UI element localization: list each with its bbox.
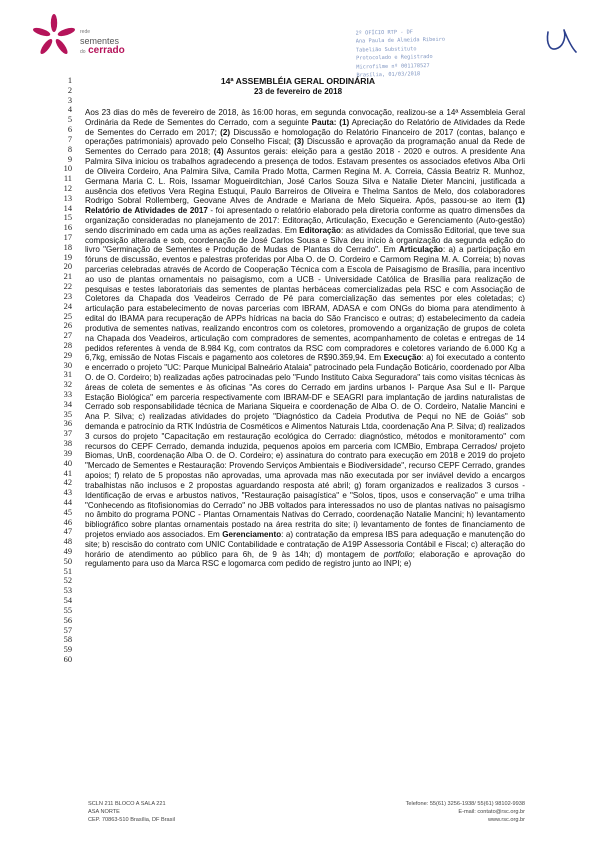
line-number: 31 bbox=[63, 370, 72, 380]
stamp-line: Tabelião Substituto bbox=[355, 46, 417, 54]
body-text: - foi apresentado o relatório elaborado pela diretoria conforme as quatro dimensões da organização consideradas no planejamento de 2017: Editoração, Articulação, Execução e Gerenciamento (Auto-gestão) sendo discriminado em cada uma as ações realizadas. Em bbox=[85, 206, 525, 235]
agenda-item: Assuntos gerais: eleição para a gestão 2018 - 2020 e outros. A presidente Ana Palmira Silva iniciou os trabalhos agradecendo a presença de todos. Estavam presentes os associados efetivos Alba Orli de Oliveira Cordeiro, Ana Palmira Silva, Camila Prado Motta, Carmen Regina M. A. Correia, Cássia Beatriz R. Munhoz, Germana Maria C. L. Rois, Issamar Mogueirditchian, José Carlos Souza Silva e Natalie Dieter Mancini, justificada a ausência dos efetivos Vera Regina Estuqui, Paulo Barreiros de Oliveira e Thelma Santos de Melo, dos colaboradores Rodrigo Sobral Rollemberg, Geovane Alves de Andrade e Mariana de Melo Siqueira. Após, passou-se ao item bbox=[85, 147, 525, 206]
email-link[interactable]: E-mail: contato@rsc.org.br bbox=[458, 809, 525, 815]
line-number: 24 bbox=[63, 301, 72, 311]
address-line: SCLN 211 BLOCO A SALA 221 bbox=[88, 801, 166, 807]
stamp-line: Ana Paula de Almeida Ribeiro bbox=[355, 37, 446, 45]
line-number: 45 bbox=[63, 507, 72, 517]
line-number: 20 bbox=[63, 262, 72, 272]
line-number: 18 bbox=[63, 242, 72, 252]
website-link[interactable]: www.rsc.org.br bbox=[488, 817, 525, 823]
line-number: 27 bbox=[63, 331, 72, 341]
line-number: 1 bbox=[67, 76, 72, 85]
line-number: 44 bbox=[63, 497, 72, 507]
body-text: : as atividades da Comissão Editorial, que teve sua composição alterada e sob, coordenação de José Carlos Sousa e Silva deu início à organização da segunda edição do livro "Germinação de Sementes e Produção de Mudas de Plantas do Cerrado". Em bbox=[85, 225, 525, 255]
logo-line1: sementes bbox=[80, 36, 120, 46]
line-number: 10 bbox=[63, 164, 72, 174]
line-number: 17 bbox=[63, 233, 72, 242]
line-number: 35 bbox=[63, 409, 72, 419]
line-number: 26 bbox=[63, 321, 72, 331]
line-number: 48 bbox=[63, 537, 72, 547]
item-label: (1) bbox=[339, 117, 350, 127]
line-number: 53 bbox=[63, 586, 72, 596]
stamp-line: Brasília, 01/03/2018 bbox=[356, 71, 421, 79]
line-number: 40 bbox=[63, 458, 72, 468]
body-text: : a) a participação em fóruns de discussão, eventos e palestras proferidas por Alba O. de O. Cordeiro e Carmom Regina M. A. Correia; b) novas parcerias celebradas através de Acordo de Cooperação Técnica com a Escola de Paisagismo de Brasília, para incentivo ao uso de plantas ornamentais no paisagismo, com a UCB - Universidade Católica de Brasília para realização de pesquisas e testes laboratoriais das sementes de plantas herbáceas comercializadas pela RSC e com Associação de Coletores da Chapada dos Veadeiros Cerrado de Pé para comercialização das sementes por eles coletadas; c) articulação para estabelecimento de novas parcerias com IBRAM, ADASA e com ONGs do bioma para atendimento à edital do IBAMA para recuperação de APPs hídricas na bacia do São Francisco e outras; d) estabelecimento da cadeia produtiva de sementes nativas, realizando encontros com os coletores, promovendo a organização de grupos de coleta na Chapada dos Veadeiros, articulação com compradores de sementes, acompanhamento de coletas e entregas de 14 pedidos referentes à venda de 8.984 Kg, com contratos da RSC com compradores e coletores variando de 6.000 Kg a 6,7kg, emissão de Notas Fiscais e pagamento aos coletores de R$90.359,94. Em bbox=[85, 245, 525, 363]
line-number: 5 bbox=[67, 115, 72, 125]
line-number: 25 bbox=[63, 311, 72, 321]
stamp-line: Microfilme nº 001178527 bbox=[356, 62, 430, 71]
minutes-paragraph bbox=[85, 108, 525, 569]
line-number: 43 bbox=[63, 488, 72, 498]
line-number: 60 bbox=[63, 654, 72, 664]
line-number: 28 bbox=[63, 340, 72, 350]
agenda-item: Discussão e homologação do Relatório Financeiro de 2017 (contas, balanço e operações patrimoniais) aprovado pelo Conselho Fiscal; bbox=[85, 127, 525, 147]
line-number: 14 bbox=[63, 203, 72, 213]
line-number: 56 bbox=[63, 615, 72, 625]
document-date: 23 de fevereiro de 2018 bbox=[253, 87, 343, 96]
line-number-column bbox=[58, 76, 72, 665]
line-number: 15 bbox=[63, 213, 72, 223]
logo-line2: cerrado bbox=[88, 45, 125, 56]
footer-address bbox=[88, 800, 175, 824]
section-label: Execução bbox=[383, 353, 422, 363]
line-number: 22 bbox=[63, 282, 72, 292]
footer-contact bbox=[405, 800, 525, 824]
body-text: ; elaboração e aprovação do regulamento para uso da Marca RSC e logomarca com pedido de registro junto ao INPI; e) bbox=[85, 549, 525, 569]
line-number: 29 bbox=[63, 350, 72, 360]
notary-stamp bbox=[355, 26, 506, 79]
minutes-body bbox=[85, 108, 525, 569]
line-number: 4 bbox=[67, 105, 72, 115]
item-label: (2) bbox=[220, 127, 231, 137]
line-number: 39 bbox=[63, 448, 72, 458]
line-number: 2 bbox=[67, 85, 72, 95]
line-number: 34 bbox=[63, 399, 72, 409]
stamp-line: 2º OFÍCIO RTP - DF bbox=[355, 29, 414, 37]
line-number: 30 bbox=[63, 360, 72, 370]
line-number: 47 bbox=[63, 527, 72, 537]
portfolio-label: portfolio bbox=[383, 549, 413, 559]
section-label: Gerenciamento bbox=[222, 529, 282, 539]
line-number: 32 bbox=[63, 380, 72, 390]
body-text: : a) foi executado a contento e encerrado o projeto "UC: Parque Municipal Balneário Atalaia" patrocinado pela Fundação Boticário, coordenado por Alba O. de O. Cordeiro; b) realizadas ações patrocinadas pelo "Fundo Instituto Caixa Seguradora" tais como visitas técnicas às áreas de coleta de sementes e às oficinas "As cores do Cerrado em jardins urbanos I- Parque Asa Sul e II- Parque Estação Biológica" em parceria respectivamente com IBRAM-DF e SEAGRI para implantação de jardins naturalistas de Cerrado sob responsabilidade técnica de Mariana Siqueira e coordenação de Alba O. de O. Cordeiro, Natalie Mancini e Ana P. Silva; c) realizadas atividades do projeto "Diagnóstico da Cadeia Produtiva de Pequi no NE de Goiás" sob demanda e patrocínio da RTK Indústria de Cosméticos e Alimentos Naturais Ltda, coordenação Ana P. Silva; d) realizados 3 cursos do projeto "Capacitação em restauração ecológica do Cerrado: diagnóstico, métodos e monitoramento" com recursos do CEPF Cerrado, demanda induzida, pequenos apoios em parceria com ICMBio, Embrapa Cerrados/ projeto Biomas, UnB, coordenação Alba O. de O. Cordeiro; e) assinatura do contrato para execução em 2018 e 2019 do projeto "Mercado de Sementes e Restauração: Provendo Serviços Ambientais e Biodiversidade", recurso CEPF Cerrado, grandes apoios; f) relato de 5 propostas não aprovadas, uma aprovada mas não executada por ser inviável devido a encargos trabalhistas não inclusos e 2 propostas aguardando resposta até abril; g) foram organizados e realizados 3 cursos - Identificação de ervas e arbustos nativos, "Restauração paisagística" e "Solos, tipos, usos e conservação" e uma trilha "Conhecendo as fitofisionomias do Cerrado" no JBB voltados para interessados no uso de plantas nativas no paisagismo no âmbito do programa PONC - Plantas Ornamentais Nativas do Cerrado, coordenação Natalie Mancini; h) levantamento bibliográfico sobre plantas ornamentais postado na área restrita do site; i) levantamento de fontes de financiamento de projetos enviado aos associados. Em bbox=[85, 353, 526, 539]
line-number: 57 bbox=[63, 625, 72, 635]
line-number: 11 bbox=[63, 174, 72, 184]
line-number: 52 bbox=[63, 576, 72, 586]
line-number: 36 bbox=[63, 419, 72, 429]
line-number: 33 bbox=[63, 390, 72, 399]
line-number: 8 bbox=[67, 144, 72, 154]
line-number: 7 bbox=[67, 134, 72, 144]
line-number: 3 bbox=[67, 95, 72, 105]
flower-logo-icon bbox=[30, 12, 78, 60]
line-number: 16 bbox=[63, 223, 72, 233]
section-label: Articulação bbox=[398, 245, 444, 255]
line-number: 37 bbox=[63, 429, 72, 439]
body-text: : a) contratação da empresa IBS para adequação e manutenção do site; b) rescisão do contrato com UNIC Contabilidade e contratação de A19P Assessoria Contábil e Fiscal; c) alteração do horário de atendimento ao público para 6h, de 9 às 14h; d) montagem de bbox=[85, 529, 526, 559]
intro-text: Aos 23 dias do mês de fevereiro de 2018, às 16:00 horas, em segunda convocação, realizou-se a 14ª Assembleia Geral Ordinária da Rede de Sementes do Cerrado, com a seguinte bbox=[85, 108, 525, 127]
line-number: 59 bbox=[63, 645, 72, 655]
line-number: 12 bbox=[63, 183, 72, 193]
handwritten-signature bbox=[540, 26, 580, 56]
line-number: 6 bbox=[67, 125, 72, 135]
line-number: 21 bbox=[63, 272, 72, 282]
line-number: 42 bbox=[63, 478, 72, 488]
line-number: 50 bbox=[63, 556, 72, 566]
stamp-line: Protocolado e Registrado bbox=[356, 54, 433, 62]
section-label: Editoração bbox=[299, 225, 342, 235]
line-number: 19 bbox=[63, 252, 72, 262]
line-number: 55 bbox=[63, 605, 72, 615]
line-number: 38 bbox=[63, 439, 72, 449]
document-title: 14ª ASSEMBLÉIA GERAL ORDINÁRIA bbox=[220, 76, 376, 86]
relatorio-label: (1) Relatório de Atividades de 2017 bbox=[85, 196, 525, 216]
pauta-label: Pauta: bbox=[311, 117, 337, 127]
address-line: CEP. 70863-510 Brasília, DF Brasil bbox=[88, 817, 175, 823]
agenda-item: Discussão e aprovação da programação anual da Rede de Sementes do Cerrado para 2018; bbox=[85, 137, 525, 157]
logo-small-text: rede bbox=[80, 29, 91, 35]
line-number: 46 bbox=[63, 517, 72, 527]
line-number: 51 bbox=[63, 566, 72, 576]
address-line: ASA NORTE bbox=[88, 809, 120, 815]
line-number: 58 bbox=[63, 635, 72, 645]
line-number: 13 bbox=[63, 193, 72, 203]
logo-wordmark: rede sementes do cerrado bbox=[80, 29, 125, 56]
line-number: 9 bbox=[67, 154, 72, 164]
line-number: 41 bbox=[63, 468, 72, 478]
line-number: 49 bbox=[63, 547, 72, 556]
agenda-item: Apreciação do Relatório de Atividades da Rede de Sementes do Cerrado em 2017; bbox=[85, 117, 525, 137]
rsc-logo bbox=[30, 12, 180, 62]
item-label: (3) bbox=[294, 137, 304, 147]
item-label: (4) bbox=[213, 147, 224, 157]
phone-text: Telefone: 55(61) 3256-1938/ 55(61) 98102-9938 bbox=[405, 801, 525, 807]
line-number: 54 bbox=[63, 596, 72, 606]
line-number: 23 bbox=[63, 291, 72, 301]
